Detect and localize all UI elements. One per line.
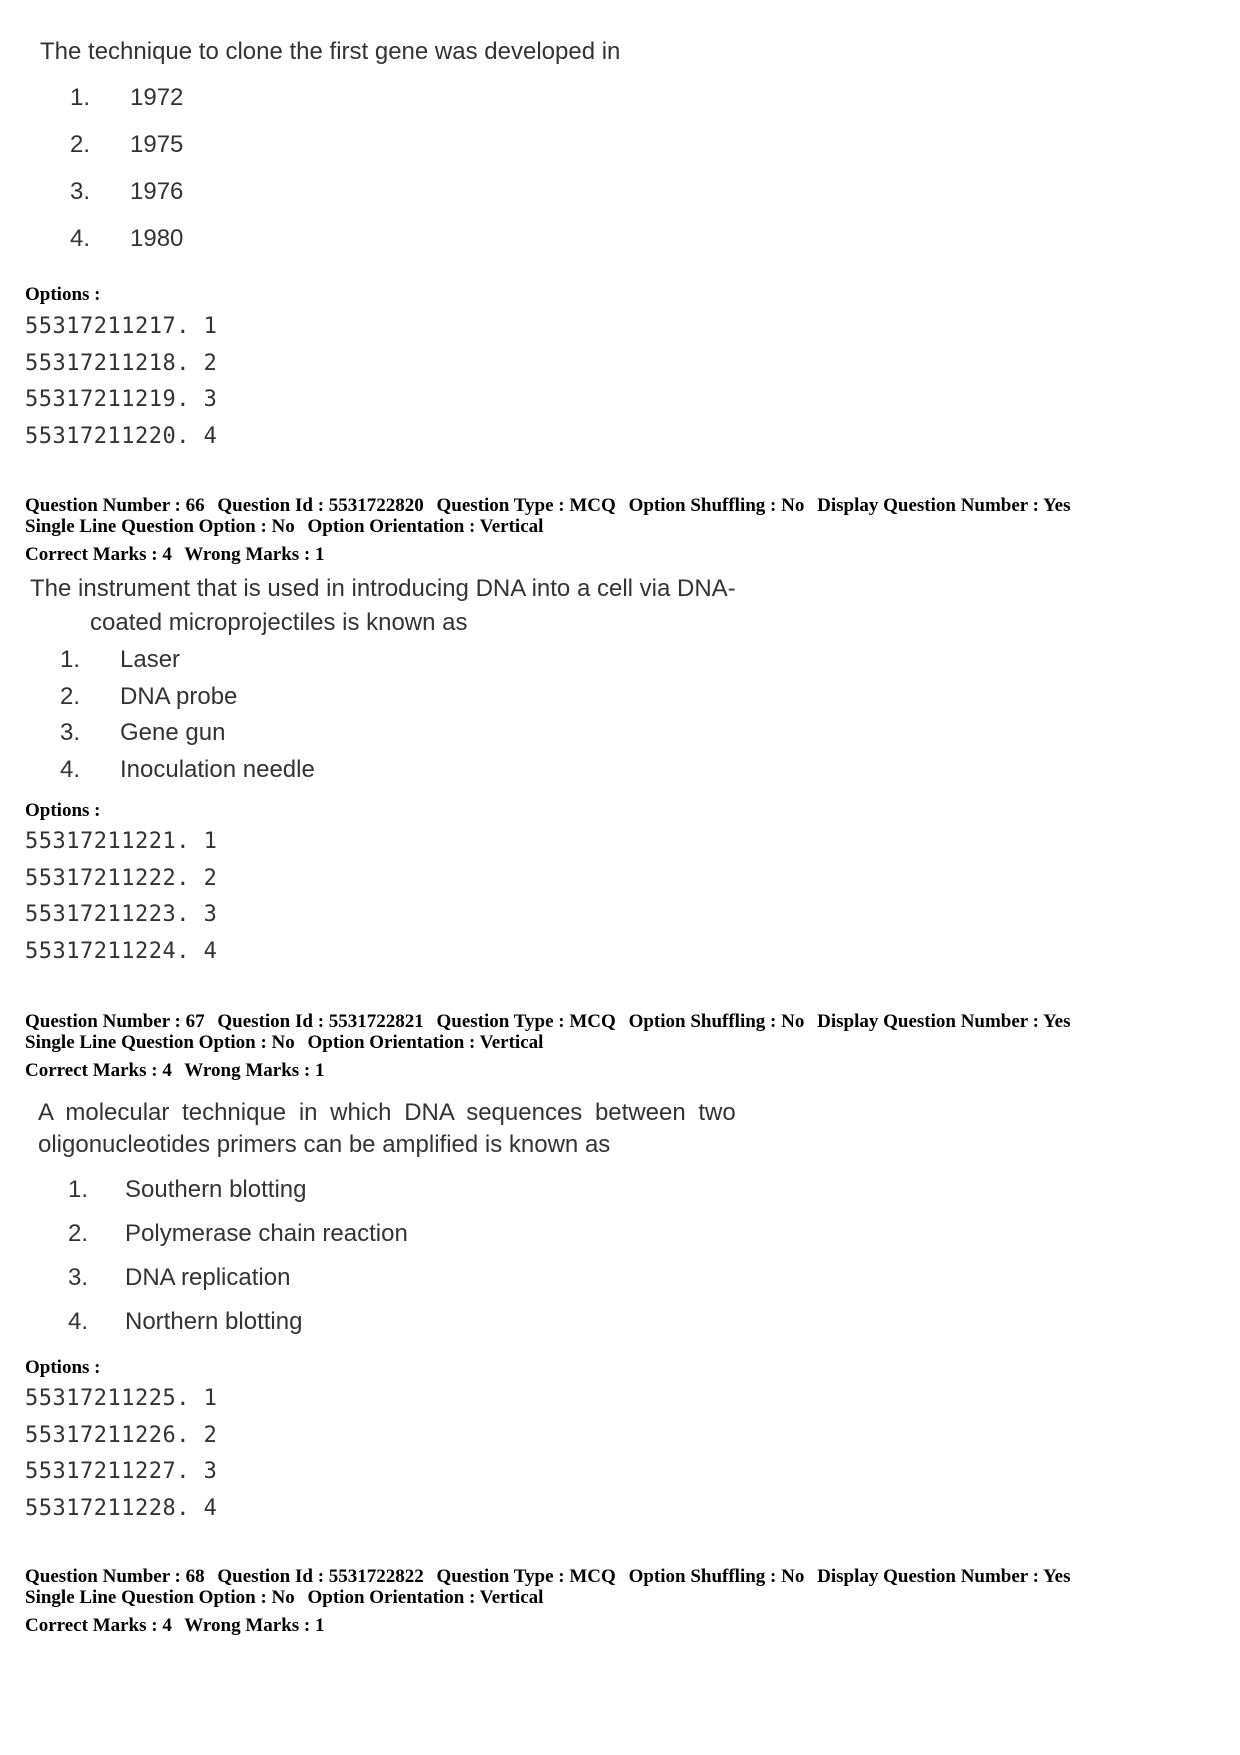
- option-id: 55317211221. 1: [25, 829, 218, 854]
- option-id: 55317211228. 4: [25, 1496, 218, 1521]
- option-id: 55317211223. 3: [25, 902, 218, 927]
- option-id: 55317211224. 4: [25, 939, 218, 964]
- options-label: Options :: [25, 800, 101, 821]
- option-shuffling: Option Shuffling : No: [628, 1566, 805, 1587]
- question-meta: [25, 1566, 1078, 1636]
- choice-item: [60, 756, 315, 784]
- choice-text: DNA probe: [120, 683, 238, 710]
- display-question-number: Display Question Number : Yes: [817, 1011, 1071, 1032]
- choice-number: 1.: [60, 646, 81, 673]
- question-text: oligonucleotides primers can be amplified is known as: [38, 1131, 611, 1158]
- choice-item: [70, 131, 184, 159]
- choice-text: 1975: [130, 131, 184, 158]
- choice-number: 2.: [68, 1220, 89, 1247]
- choice-item: [60, 719, 226, 747]
- choice-number: 4.: [60, 756, 81, 783]
- choice-text: Southern blotting: [125, 1176, 307, 1203]
- question-id: Question Id : 5531722822: [217, 1566, 424, 1587]
- choice-text: Inoculation needle: [120, 756, 315, 783]
- meta-line-3: [25, 1060, 1078, 1081]
- choice-number: 3.: [68, 1264, 89, 1291]
- question-text: The instrument that is used in introducing DNA into a cell via DNA-: [30, 575, 736, 602]
- display-question-number: Display Question Number : Yes: [817, 1566, 1071, 1587]
- choice-item: [70, 84, 184, 112]
- option-id: 55317211225. 1: [25, 1386, 218, 1411]
- option-id: 55317211222. 2: [25, 866, 218, 891]
- correct-marks: Correct Marks : 4: [25, 1060, 172, 1081]
- wrong-marks: Wrong Marks : 1: [184, 1060, 325, 1081]
- choice-item: [70, 225, 184, 253]
- single-line-option: Single Line Question Option : No: [25, 1587, 295, 1608]
- choice-item: [68, 1176, 307, 1204]
- meta-line-1: [25, 1566, 1078, 1587]
- choice-text: 1976: [130, 178, 184, 205]
- choice-number: 2.: [60, 683, 81, 710]
- meta-line-1: [25, 495, 1078, 516]
- choice-text: Northern blotting: [125, 1308, 303, 1335]
- question-type: Question Type : MCQ: [436, 495, 616, 516]
- choice-number: 3.: [60, 719, 81, 746]
- option-shuffling: Option Shuffling : No: [628, 1011, 805, 1032]
- meta-line-2: [25, 516, 1078, 537]
- options-label: Options :: [25, 284, 101, 305]
- wrong-marks: Wrong Marks : 1: [184, 544, 325, 565]
- question-id: Question Id : 5531722820: [217, 495, 424, 516]
- question-id: Question Id : 5531722821: [217, 1011, 424, 1032]
- correct-marks: Correct Marks : 4: [25, 544, 172, 565]
- wrong-marks: Wrong Marks : 1: [184, 1615, 325, 1636]
- single-line-option: Single Line Question Option : No: [25, 1032, 295, 1053]
- display-question-number: Display Question Number : Yes: [817, 495, 1071, 516]
- choice-number: 1.: [68, 1176, 89, 1203]
- meta-line-2: [25, 1032, 1078, 1053]
- meta-line-2: [25, 1587, 1078, 1608]
- choice-item: [70, 178, 184, 206]
- option-orientation: Option Orientation : Vertical: [307, 1587, 544, 1608]
- choice-number: 1.: [70, 84, 91, 111]
- choice-text: DNA replication: [125, 1264, 291, 1291]
- choice-item: [68, 1220, 408, 1248]
- question-type: Question Type : MCQ: [436, 1566, 616, 1587]
- choice-item: [60, 646, 181, 674]
- option-id: 55317211220. 4: [25, 424, 218, 449]
- options-label: Options :: [25, 1357, 101, 1378]
- question-meta: [25, 1011, 1078, 1081]
- question-number: Question Number : 67: [25, 1011, 205, 1032]
- choice-number: 3.: [70, 178, 91, 205]
- meta-line-3: [25, 1615, 1078, 1636]
- choice-text: 1972: [130, 84, 184, 111]
- option-orientation: Option Orientation : Vertical: [307, 516, 544, 537]
- choice-text: Laser: [120, 646, 181, 673]
- choice-number: 4.: [70, 225, 91, 252]
- question-number: Question Number : 68: [25, 1566, 205, 1587]
- option-orientation: Option Orientation : Vertical: [307, 1032, 544, 1053]
- choice-text: Gene gun: [120, 719, 226, 746]
- option-id: 55317211227. 3: [25, 1459, 218, 1484]
- correct-marks: Correct Marks : 4: [25, 1615, 172, 1636]
- choice-item: [68, 1308, 303, 1336]
- single-line-option: Single Line Question Option : No: [25, 516, 295, 537]
- option-shuffling: Option Shuffling : No: [628, 495, 805, 516]
- option-id: 55317211218. 2: [25, 351, 218, 376]
- question-meta: [25, 495, 1078, 565]
- option-id: 55317211219. 3: [25, 387, 218, 412]
- question-text: The technique to clone the first gene was developed in: [40, 38, 621, 65]
- option-id: 55317211217. 1: [25, 314, 218, 339]
- choice-number: 2.: [70, 131, 91, 158]
- choice-item: [60, 683, 238, 711]
- question-text: coated microprojectiles is known as: [90, 609, 468, 636]
- choice-text: Polymerase chain reaction: [125, 1220, 408, 1247]
- choice-number: 4.: [68, 1308, 89, 1335]
- choice-text: 1980: [130, 225, 184, 252]
- option-id: 55317211226. 2: [25, 1423, 218, 1448]
- choice-item: [68, 1264, 291, 1292]
- question-type: Question Type : MCQ: [436, 1011, 616, 1032]
- meta-line-3: [25, 544, 1078, 565]
- question-text: A molecular technique in which DNA sequences between two: [38, 1099, 736, 1126]
- meta-line-1: [25, 1011, 1078, 1032]
- question-number: Question Number : 66: [25, 495, 205, 516]
